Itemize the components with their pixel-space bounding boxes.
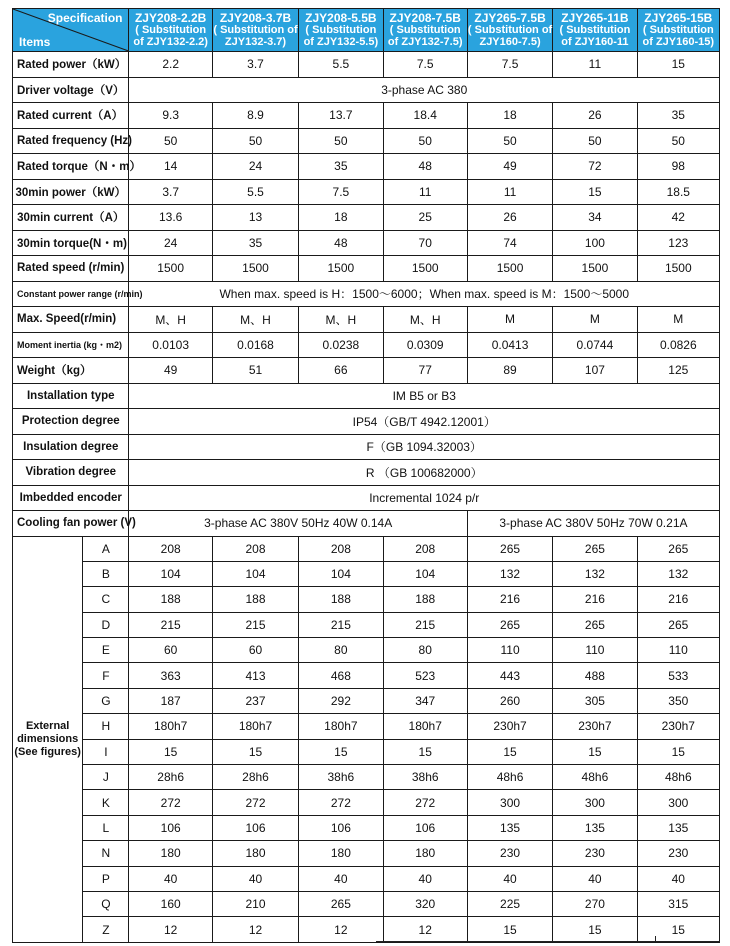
value-cell: 135 bbox=[637, 815, 719, 840]
value-cell: 215 bbox=[299, 612, 383, 637]
value-cell: 15 bbox=[467, 917, 552, 942]
row-30min-current bbox=[13, 205, 720, 231]
value-cell: 40 bbox=[467, 866, 552, 891]
dim-row-p bbox=[13, 866, 720, 891]
value-cell: 40 bbox=[212, 866, 298, 891]
value-cell: M bbox=[553, 307, 637, 333]
row-installation-type bbox=[13, 383, 720, 409]
value-cell: 7.5 bbox=[299, 179, 383, 205]
row-rated-power bbox=[13, 52, 720, 78]
value-cell: 104 bbox=[129, 561, 212, 586]
value-cell: 24 bbox=[129, 230, 212, 256]
dim-row-q bbox=[13, 891, 720, 916]
value-cell: 74 bbox=[467, 230, 552, 256]
value-cell: 180h7 bbox=[212, 714, 298, 739]
model-name: ZJY208-2.2B bbox=[134, 11, 207, 25]
row-label: Constant power range (r/min) bbox=[13, 281, 129, 307]
value-cell: 104 bbox=[299, 561, 383, 586]
dim-letter: I bbox=[83, 739, 129, 764]
value-cell: 180 bbox=[129, 841, 212, 866]
dim-letter: G bbox=[83, 688, 129, 713]
value-cell: 230h7 bbox=[553, 714, 637, 739]
value-cell: 315 bbox=[637, 891, 719, 916]
value-cell: 265 bbox=[637, 536, 719, 561]
footer-tick bbox=[655, 936, 656, 942]
row-label: Installation type bbox=[13, 383, 129, 409]
value-cell: 106 bbox=[212, 815, 298, 840]
value-cell: R （GB 100682000） bbox=[129, 460, 720, 486]
value-cell: 5.5 bbox=[212, 179, 298, 205]
value-cell: 110 bbox=[553, 638, 637, 663]
value-cell: 50 bbox=[467, 128, 552, 154]
dim-row-f bbox=[13, 663, 720, 688]
row-label: Weight（kg） bbox=[13, 358, 129, 384]
value-cell: 15 bbox=[553, 739, 637, 764]
value-cell: 347 bbox=[383, 688, 467, 713]
value-cell: 15 bbox=[553, 179, 637, 205]
value-cell: 292 bbox=[299, 688, 383, 713]
model-header bbox=[467, 9, 552, 52]
value-cell: 60 bbox=[129, 638, 212, 663]
model-name: ZJY208-5.5B bbox=[305, 11, 377, 25]
value-cell: 49 bbox=[129, 358, 212, 384]
value-cell: 34 bbox=[553, 205, 637, 231]
model-name: ZJY265-11B bbox=[561, 11, 629, 25]
value-cell: 300 bbox=[637, 790, 719, 815]
dim-letter: J bbox=[83, 765, 129, 790]
value-cell: 265 bbox=[299, 891, 383, 916]
value-cell: 0.0103 bbox=[129, 332, 212, 358]
value-cell: 215 bbox=[212, 612, 298, 637]
value-cell: 180 bbox=[212, 841, 298, 866]
value-cell: 15 bbox=[299, 739, 383, 764]
value-cell: 188 bbox=[212, 587, 298, 612]
value-cell: 15 bbox=[212, 739, 298, 764]
value-cell: 230 bbox=[637, 841, 719, 866]
value-cell: 48h6 bbox=[467, 765, 552, 790]
dim-letter: L bbox=[83, 815, 129, 840]
value-cell: IM B5 or B3 bbox=[129, 383, 720, 409]
value-cell: 0.0309 bbox=[383, 332, 467, 358]
value-cell: 13.6 bbox=[129, 205, 212, 231]
value-cell: 66 bbox=[299, 358, 383, 384]
dim-row-e bbox=[13, 638, 720, 663]
value-cell: 48 bbox=[299, 230, 383, 256]
value-cell: 7.5 bbox=[383, 52, 467, 78]
row-label: Vibration degree bbox=[13, 460, 129, 486]
value-cell: 12 bbox=[383, 917, 467, 942]
value-cell: 413 bbox=[212, 663, 298, 688]
value-cell: 15 bbox=[553, 917, 637, 942]
row-label: Cooling fan power (V) bbox=[13, 511, 129, 537]
value-cell: 1500 bbox=[637, 256, 719, 282]
value-cell: 0.0168 bbox=[212, 332, 298, 358]
value-cell: 100 bbox=[553, 230, 637, 256]
row-label: Imbedded encoder bbox=[13, 485, 129, 511]
value-cell: 180 bbox=[383, 841, 467, 866]
value-cell: 216 bbox=[467, 587, 552, 612]
value-cell: 50 bbox=[637, 128, 719, 154]
model-name: ZJY265-7.5B bbox=[474, 11, 546, 25]
value-cell: 15 bbox=[637, 52, 719, 78]
row-label: Rated frequency (Hz) bbox=[13, 128, 129, 154]
value-cell: 110 bbox=[637, 638, 719, 663]
value-cell: 216 bbox=[637, 587, 719, 612]
value-cell: M、H bbox=[383, 307, 467, 333]
value-cell: 12 bbox=[299, 917, 383, 942]
model-header bbox=[129, 9, 212, 52]
value-cell: 26 bbox=[467, 205, 552, 231]
value-cell: 18.4 bbox=[383, 103, 467, 129]
value-cell: 42 bbox=[637, 205, 719, 231]
value-cell: 272 bbox=[129, 790, 212, 815]
footer-rule bbox=[376, 941, 720, 942]
value-cell: 180h7 bbox=[299, 714, 383, 739]
value-cell: 300 bbox=[467, 790, 552, 815]
model-header bbox=[212, 9, 298, 52]
model-header bbox=[383, 9, 467, 52]
dim-letter: D bbox=[83, 612, 129, 637]
value-cell: 0.0238 bbox=[299, 332, 383, 358]
value-cell: 15 bbox=[467, 739, 552, 764]
external-dimensions-label: External dimensions (See figures) bbox=[13, 536, 83, 942]
value-cell: 15 bbox=[637, 917, 719, 942]
dim-row-b bbox=[13, 561, 720, 586]
value-cell: 188 bbox=[383, 587, 467, 612]
value-cell: M、H bbox=[212, 307, 298, 333]
value-cell: 80 bbox=[299, 638, 383, 663]
row-label: 30min current（A） bbox=[13, 205, 129, 231]
dim-row-i bbox=[13, 739, 720, 764]
dim-row-d bbox=[13, 612, 720, 637]
dim-row-a bbox=[13, 536, 720, 561]
row-rated-torque bbox=[13, 154, 720, 180]
value-cell: 132 bbox=[637, 561, 719, 586]
value-cell: 13 bbox=[212, 205, 298, 231]
value-cell: 208 bbox=[299, 536, 383, 561]
value-cell: 40 bbox=[383, 866, 467, 891]
row-label: 30min torque(N・m) bbox=[13, 230, 129, 256]
model-header bbox=[637, 9, 719, 52]
value-cell: 468 bbox=[299, 663, 383, 688]
value-cell: 11 bbox=[383, 179, 467, 205]
value-cell: 3.7 bbox=[212, 52, 298, 78]
value-cell: 230h7 bbox=[637, 714, 719, 739]
value-cell: 7.5 bbox=[467, 52, 552, 78]
dim-row-n bbox=[13, 841, 720, 866]
items-label: Items bbox=[19, 35, 51, 49]
value-cell: 135 bbox=[553, 815, 637, 840]
value-cell: F（GB 1094.32003） bbox=[129, 434, 720, 460]
value-cell: 230 bbox=[467, 841, 552, 866]
row-30min-power bbox=[13, 179, 720, 205]
row-driver-voltage bbox=[13, 77, 720, 103]
value-cell: 187 bbox=[129, 688, 212, 713]
value-cell: M bbox=[467, 307, 552, 333]
value-cell: 135 bbox=[467, 815, 552, 840]
dim-letter: A bbox=[83, 536, 129, 561]
value-cell: 14 bbox=[129, 154, 212, 180]
model-name: ZJY208-7.5B bbox=[389, 11, 461, 25]
dim-letter: B bbox=[83, 561, 129, 586]
value-cell: 70 bbox=[383, 230, 467, 256]
value-cell: 225 bbox=[467, 891, 552, 916]
value-cell: 3-phase AC 380V 50Hz 70W 0.21A bbox=[467, 511, 719, 537]
value-cell: 38h6 bbox=[383, 765, 467, 790]
value-cell: 50 bbox=[383, 128, 467, 154]
value-cell: 160 bbox=[129, 891, 212, 916]
value-cell: 270 bbox=[553, 891, 637, 916]
value-cell: 125 bbox=[637, 358, 719, 384]
header-row bbox=[13, 9, 720, 52]
dim-letter: F bbox=[83, 663, 129, 688]
value-cell: 265 bbox=[637, 612, 719, 637]
dim-row-z bbox=[13, 917, 720, 942]
dim-row-l bbox=[13, 815, 720, 840]
value-cell: 35 bbox=[212, 230, 298, 256]
model-substitution: ( Substitution of ZJY160-15) bbox=[642, 24, 715, 48]
value-cell: 110 bbox=[467, 638, 552, 663]
value-cell: 8.9 bbox=[212, 103, 298, 129]
value-cell: 11 bbox=[467, 179, 552, 205]
value-cell: 265 bbox=[553, 612, 637, 637]
dim-row-c bbox=[13, 587, 720, 612]
value-cell: 3.7 bbox=[129, 179, 212, 205]
row-rated-speed bbox=[13, 256, 720, 282]
row-label: Driver voltage（V） bbox=[13, 77, 129, 103]
dim-letter: P bbox=[83, 866, 129, 891]
model-name: ZJY265-15B bbox=[644, 11, 713, 25]
value-cell: 0.0744 bbox=[553, 332, 637, 358]
value-cell: 106 bbox=[299, 815, 383, 840]
value-cell: 18 bbox=[299, 205, 383, 231]
value-cell: 48h6 bbox=[637, 765, 719, 790]
value-cell: 50 bbox=[129, 128, 212, 154]
value-cell: 272 bbox=[383, 790, 467, 815]
value-cell: 265 bbox=[553, 536, 637, 561]
value-cell: 26 bbox=[553, 103, 637, 129]
value-cell: 0.0413 bbox=[467, 332, 552, 358]
value-cell: 50 bbox=[553, 128, 637, 154]
value-cell: 104 bbox=[212, 561, 298, 586]
dim-letter: E bbox=[83, 638, 129, 663]
row-imbedded-encoder bbox=[13, 485, 720, 511]
value-cell: 1500 bbox=[129, 256, 212, 282]
value-cell: 215 bbox=[383, 612, 467, 637]
model-substitution: ( Substitution of ZJY132-7.5) bbox=[387, 24, 463, 48]
value-cell: 237 bbox=[212, 688, 298, 713]
spec-table bbox=[12, 8, 720, 943]
value-cell: 38h6 bbox=[299, 765, 383, 790]
value-cell: 2.2 bbox=[129, 52, 212, 78]
row-rated-frequency bbox=[13, 128, 720, 154]
value-cell: 443 bbox=[467, 663, 552, 688]
value-cell: 1500 bbox=[383, 256, 467, 282]
value-cell: 50 bbox=[299, 128, 383, 154]
row-cooling-fan-power bbox=[13, 511, 720, 537]
value-cell: 208 bbox=[383, 536, 467, 561]
value-cell: 230h7 bbox=[467, 714, 552, 739]
dim-letter: H bbox=[83, 714, 129, 739]
row-label: 30min power（kW） bbox=[13, 179, 129, 205]
value-cell: 1500 bbox=[553, 256, 637, 282]
dim-letter: Q bbox=[83, 891, 129, 916]
value-cell: 60 bbox=[212, 638, 298, 663]
value-cell: 35 bbox=[299, 154, 383, 180]
value-cell: Incremental 1024 p/r bbox=[129, 485, 720, 511]
value-cell: 25 bbox=[383, 205, 467, 231]
value-cell: 1500 bbox=[299, 256, 383, 282]
row-label: Rated power（kW） bbox=[13, 52, 129, 78]
value-cell: 210 bbox=[212, 891, 298, 916]
value-cell: 350 bbox=[637, 688, 719, 713]
value-cell: 11 bbox=[553, 52, 637, 78]
value-cell: 123 bbox=[637, 230, 719, 256]
row-protection-degree bbox=[13, 409, 720, 435]
value-cell: 80 bbox=[383, 638, 467, 663]
value-cell: 1500 bbox=[467, 256, 552, 282]
value-cell: 180 bbox=[299, 841, 383, 866]
value-cell: 188 bbox=[299, 587, 383, 612]
row-insulation-degree bbox=[13, 434, 720, 460]
value-cell: 18 bbox=[467, 103, 552, 129]
value-cell: IP54（GB/T 4942.12001） bbox=[129, 409, 720, 435]
value-cell: 12 bbox=[129, 917, 212, 942]
dim-letter: Z bbox=[83, 917, 129, 942]
value-cell: 28h6 bbox=[212, 765, 298, 790]
value-cell: 40 bbox=[299, 866, 383, 891]
value-cell: 188 bbox=[129, 587, 212, 612]
row-weight bbox=[13, 358, 720, 384]
value-cell: 320 bbox=[383, 891, 467, 916]
model-substitution: ( Substitution of ZJY132-3.7) bbox=[213, 24, 298, 48]
value-cell: 106 bbox=[129, 815, 212, 840]
value-cell: 363 bbox=[129, 663, 212, 688]
value-cell: 265 bbox=[467, 612, 552, 637]
row-label: Moment inertia (kg・m2) bbox=[13, 332, 129, 358]
row-label: Rated current（A） bbox=[13, 103, 129, 129]
value-cell: 533 bbox=[637, 663, 719, 688]
value-cell: 305 bbox=[553, 688, 637, 713]
dim-letter: C bbox=[83, 587, 129, 612]
value-cell: 272 bbox=[212, 790, 298, 815]
value-cell: 35 bbox=[637, 103, 719, 129]
value-cell: 15 bbox=[129, 739, 212, 764]
dim-row-h bbox=[13, 714, 720, 739]
model-name: ZJY208-3.7B bbox=[219, 11, 292, 25]
value-cell: 40 bbox=[553, 866, 637, 891]
dim-letter: N bbox=[83, 841, 129, 866]
value-cell: 523 bbox=[383, 663, 467, 688]
value-cell: 300 bbox=[553, 790, 637, 815]
value-cell: 215 bbox=[129, 612, 212, 637]
value-cell: M、H bbox=[129, 307, 212, 333]
value-cell: 104 bbox=[383, 561, 467, 586]
value-cell: 3-phase AC 380V 50Hz 40W 0.14A bbox=[129, 511, 467, 537]
model-substitution: ( Substitution of ZJY160-7.5) bbox=[467, 24, 553, 48]
row-constant-power-range bbox=[13, 281, 720, 307]
value-cell: 89 bbox=[467, 358, 552, 384]
value-cell: 1500 bbox=[212, 256, 298, 282]
value-cell: 230 bbox=[553, 841, 637, 866]
row-max-speed bbox=[13, 307, 720, 333]
model-header bbox=[299, 9, 383, 52]
row-30min-torque bbox=[13, 230, 720, 256]
value-cell: M、H bbox=[299, 307, 383, 333]
value-cell: 132 bbox=[553, 561, 637, 586]
dim-letter: K bbox=[83, 790, 129, 815]
value-cell: 49 bbox=[467, 154, 552, 180]
row-label: Max. Speed(r/min) bbox=[13, 307, 129, 333]
value-cell: 13.7 bbox=[299, 103, 383, 129]
value-cell: 12 bbox=[212, 917, 298, 942]
row-rated-current bbox=[13, 103, 720, 129]
value-cell: 208 bbox=[212, 536, 298, 561]
value-cell: 180h7 bbox=[129, 714, 212, 739]
model-header bbox=[553, 9, 637, 52]
value-cell: 40 bbox=[129, 866, 212, 891]
value-cell: 15 bbox=[637, 739, 719, 764]
value-cell: 48h6 bbox=[553, 765, 637, 790]
value-cell: 48 bbox=[383, 154, 467, 180]
value-cell: 28h6 bbox=[129, 765, 212, 790]
value-cell: 9.3 bbox=[129, 103, 212, 129]
value-cell: 0.0826 bbox=[637, 332, 719, 358]
row-vibration-degree bbox=[13, 460, 720, 486]
model-substitution: ( Substitution of ZJY160-11 bbox=[559, 24, 631, 48]
row-moment-inertia bbox=[13, 332, 720, 358]
value-cell: 40 bbox=[637, 866, 719, 891]
spec-label: Specification bbox=[47, 11, 123, 25]
row-label: Protection degree bbox=[13, 409, 129, 435]
value-cell: 132 bbox=[467, 561, 552, 586]
value-cell: When max. speed is H：1500～6000；When max. speed is M：1500～5000 bbox=[129, 281, 720, 307]
value-cell: 50 bbox=[212, 128, 298, 154]
value-cell: 98 bbox=[637, 154, 719, 180]
row-label: Rated torque（N・m） bbox=[13, 154, 129, 180]
dim-row-k bbox=[13, 790, 720, 815]
dim-row-j bbox=[13, 765, 720, 790]
value-cell: 18.5 bbox=[637, 179, 719, 205]
value-cell: 272 bbox=[299, 790, 383, 815]
value-cell: 180h7 bbox=[383, 714, 467, 739]
value-cell: 5.5 bbox=[299, 52, 383, 78]
value-cell: 216 bbox=[553, 587, 637, 612]
value-cell: M bbox=[637, 307, 719, 333]
value-cell: 488 bbox=[553, 663, 637, 688]
value-cell: 106 bbox=[383, 815, 467, 840]
value-cell: 107 bbox=[553, 358, 637, 384]
value-cell: 208 bbox=[129, 536, 212, 561]
value-cell: 3-phase AC 380 bbox=[129, 77, 720, 103]
value-cell: 15 bbox=[383, 739, 467, 764]
value-cell: 265 bbox=[467, 536, 552, 561]
row-label: Insulation degree bbox=[13, 434, 129, 460]
model-substitution: ( Substitution of ZJY132-5.5) bbox=[303, 24, 379, 48]
row-label: Rated speed (r/min) bbox=[13, 256, 129, 282]
dim-row-g bbox=[13, 688, 720, 713]
value-cell: 260 bbox=[467, 688, 552, 713]
value-cell: 51 bbox=[212, 358, 298, 384]
value-cell: 77 bbox=[383, 358, 467, 384]
value-cell: 72 bbox=[553, 154, 637, 180]
header-corner bbox=[13, 9, 129, 52]
model-substitution: ( Substitution of ZJY132-2.2) bbox=[133, 24, 208, 48]
value-cell: 24 bbox=[212, 154, 298, 180]
